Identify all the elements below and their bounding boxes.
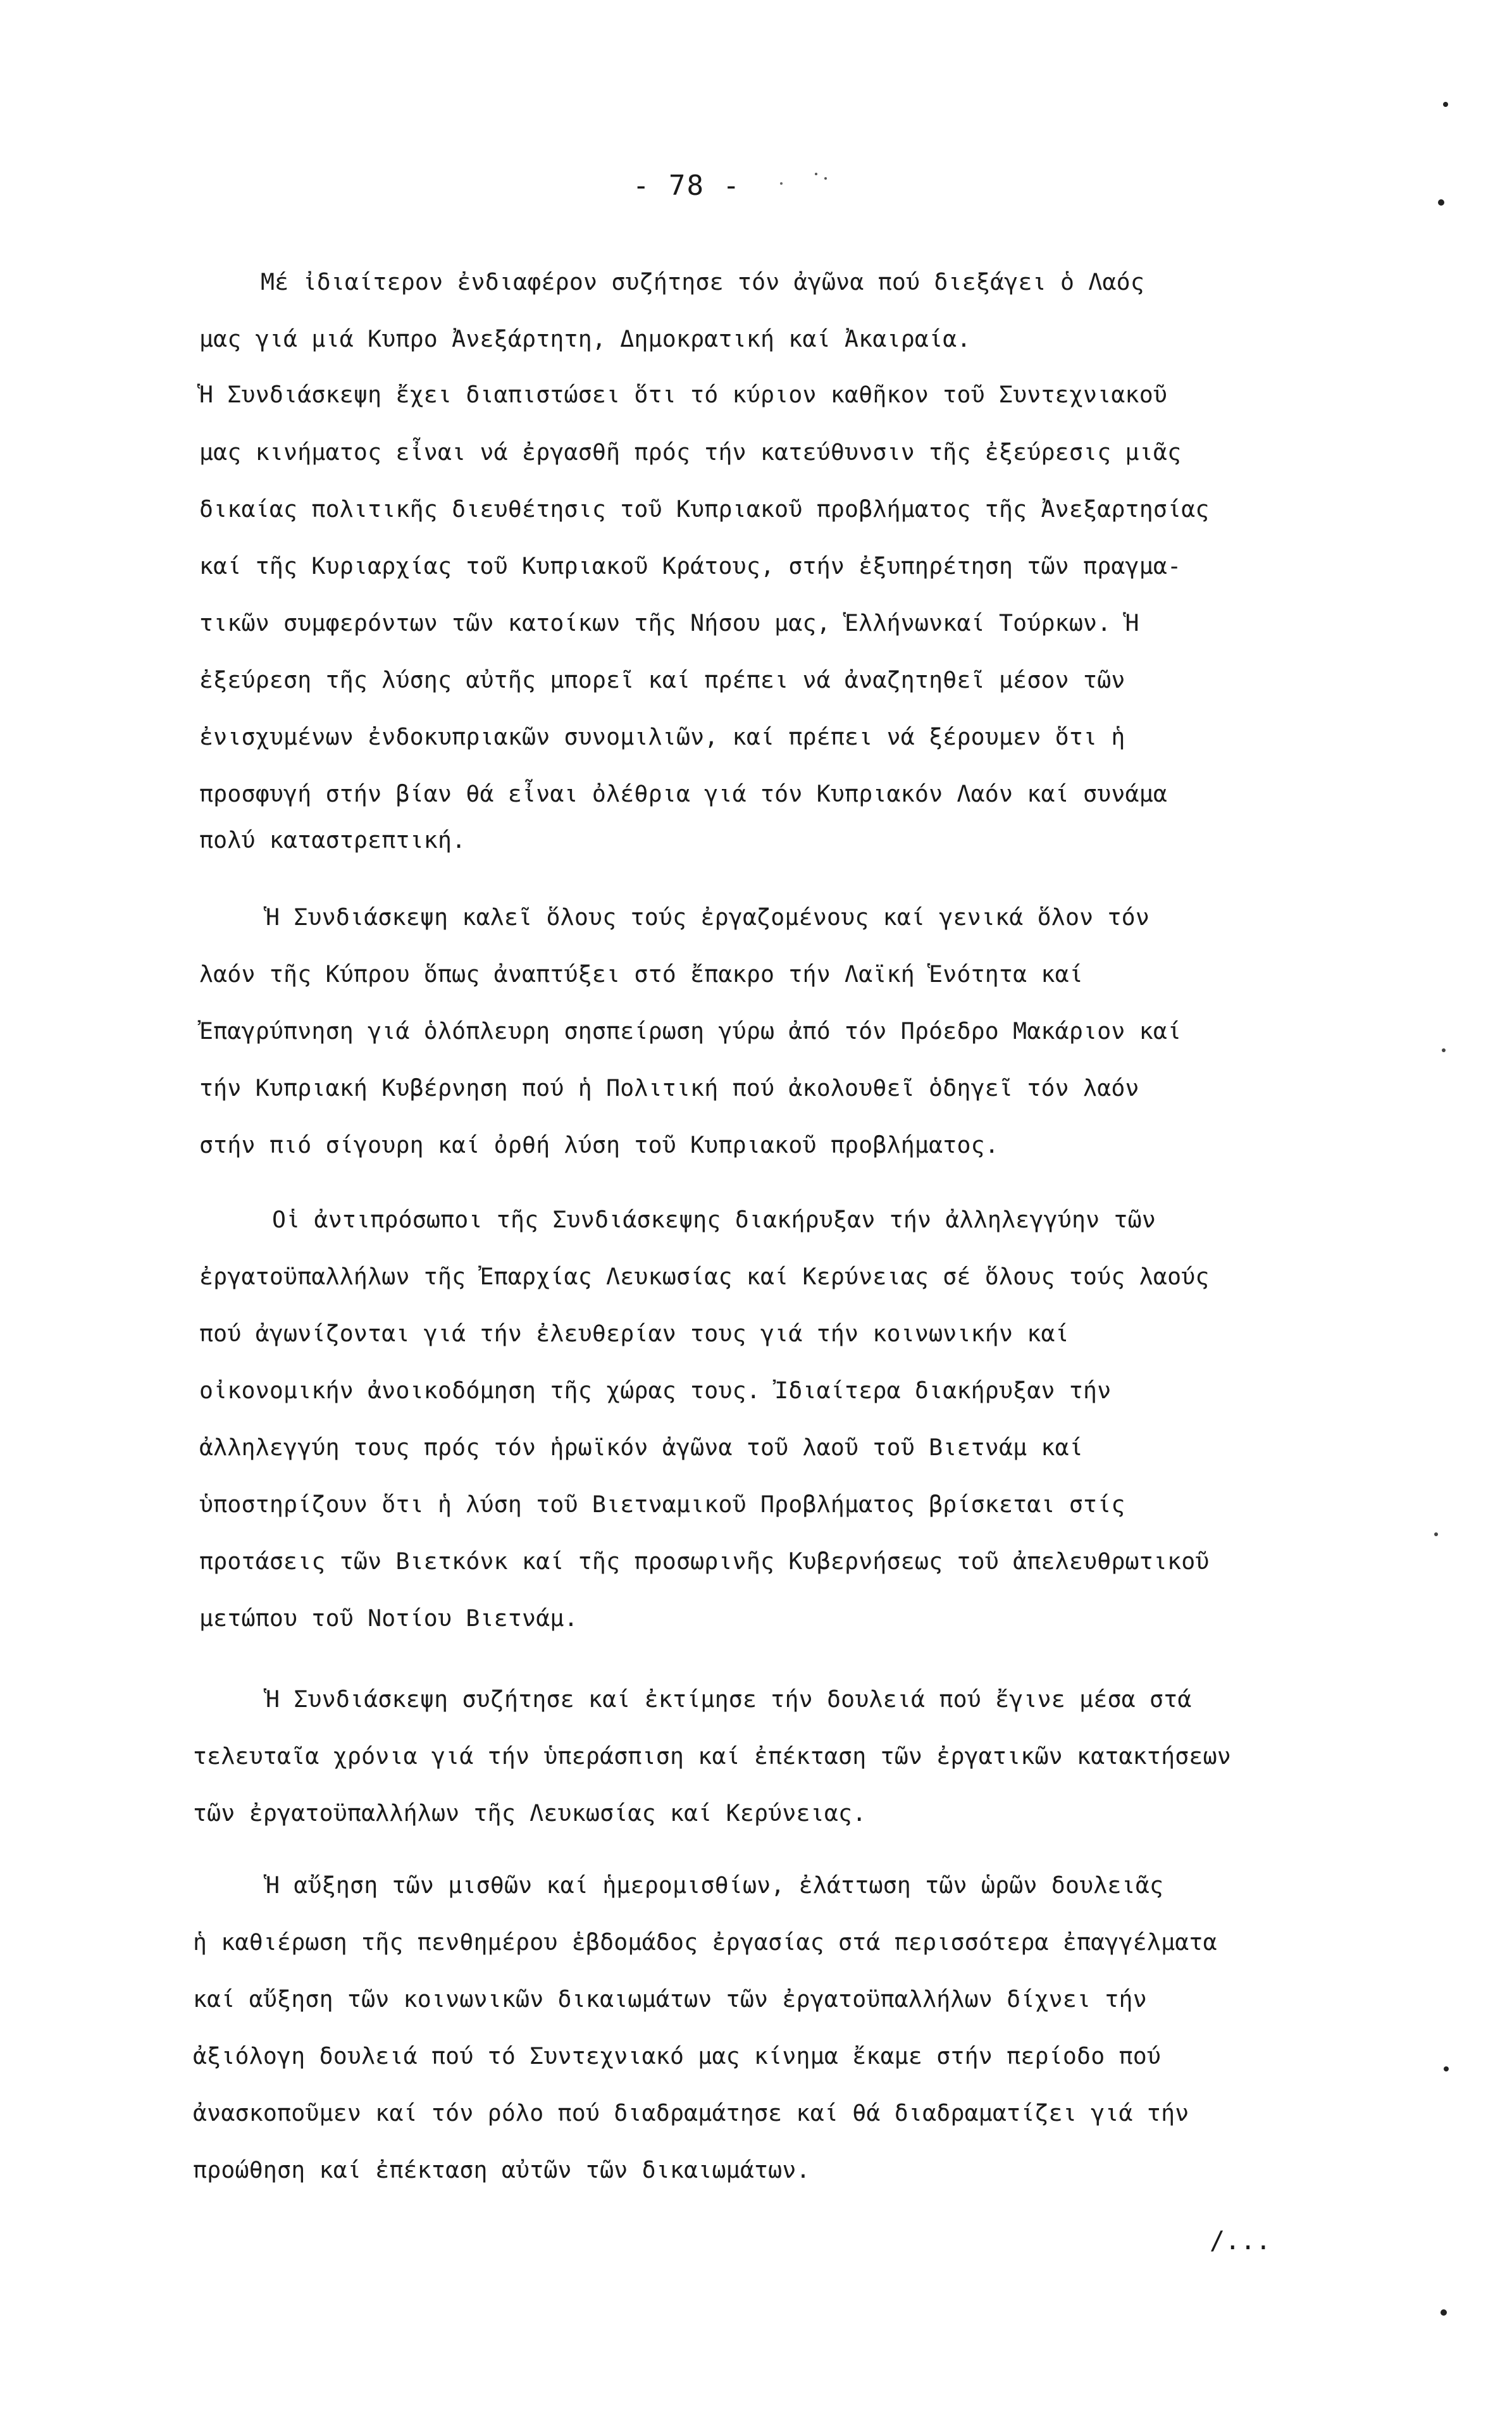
text-line: Ἐπαγρύπνηση γιά ὁλόπλευρη σησπείρωση γύρω ἀπό τόν Πρόεδρο Μακάριον καί [199,1017,1182,1045]
text-line: τικῶν συμφερόντων τῶν κατοίκων τῆς Νήσου μας, Ἑλλήνωνκαί Τούρκων. Ἡ [199,609,1139,636]
text-line: λαόν τῆς Κύπρου ὅπως ἀναπτύξει στό ἔπακρο τήν Λαϊκή Ἑνότητα καί [199,960,1084,988]
text-line: Ἡ αὔξηση τῶν μισθῶν καί ἡμερομισθίων, ἐλάττωση τῶν ὡρῶν δουλειᾶς [266,1872,1164,1899]
text-line: πού ἀγωνίζονται γιά τήν ἐλευθερίαν τους γιά τήν κοινωνικήν καί [199,1320,1069,1347]
text-line: καί τῆς Κυριαρχίας τοῦ Κυπριακοῦ Κράτους, στήν ἐξυπηρέτηση τῶν πραγμα- [199,552,1182,580]
text-line: Ἡ Συνδιάσκεψη ἔχει διαπιστώσει ὅτι τό κύριον καθῆκον τοῦ Συντεχνιακοῦ [199,381,1168,408]
text-line: πολύ καταστρεπτική. [199,826,466,854]
text-line: τῶν ἐργατοϋπαλλήλων τῆς Λευκωσίας καί Κερύνειας. [193,1799,867,1827]
text-line: ἀλληλεγγύη τους πρός τόν ἡρωϊκόν ἀγῶνα τοῦ λαοῦ τοῦ Βιετνάμ καί [199,1434,1084,1461]
text-line: τήν Κυπριακή Κυβέρνηση πού ἡ Πολιτική πού ἀκολουθεῖ ὁδηγεῖ τόν λαόν [199,1074,1139,1102]
text-line: Ἡ Συνδιάσκεψη καλεῖ ὅλους τούς ἐργαζομένους καί γενικά ὅλον τόν [266,903,1150,931]
text-line: δικαίας πολιτικῆς διευθέτησις τοῦ Κυπριακοῦ προβλήματος τῆς Ἀνεξαρτησίας [199,495,1210,523]
text-line: προσφυγή στήν βίαν θά εἶναι ὀλέθρια γιά τόν Κυπριακόν Λαόν καί συνάμα [199,780,1168,807]
text-line: μας γιά μιά Κυπρο Ἀνεξάρτητη, Δημοκρατική καί Ἀκαιραία. [199,325,971,352]
text-line: προώθηση καί ἐπέκταση αὐτῶν τῶν δικαιωμάτων. [193,2156,810,2183]
text-line: Ἡ Συνδιάσκεψη συζήτησε καί ἐκτίμησε τήν δουλειά πού ἔγινε μέσα στά [266,1686,1192,1713]
text-line: τελευταῖα χρόνια γιά τήν ὑπεράσπιση καί ἐπέκταση τῶν ἐργατικῶν κατακτήσεων [193,1742,1231,1770]
text-line: Οἱ ἀντιπρόσωποι τῆς Συνδιάσκεψης διακήρυξαν τήν ἀλληλεγγύην τῶν [272,1206,1156,1233]
continuation-mark: /... [1210,2226,1272,2256]
page-number: - 78 - [633,170,741,202]
text-line: προτάσεις τῶν Βιετκόνκ καί τῆς προσωρινῆς Κυβερνήσεως τοῦ ἀπελευθρωτικοῦ [199,1548,1210,1575]
text-line: στήν πιό σίγουρη καί ὀρθή λύση τοῦ Κυπριακοῦ προβλήματος. [199,1131,999,1158]
text-line: ἀνασκοποῦμεν καί τόν ρόλο πού διαδραμάτησε καί θά διαδραματίζει γιά τήν [193,2099,1189,2126]
text-line: ἀξιόλογη δουλειά πού τό Συντεχνιακό μας κίνημα ἔκαμε στήν περίοδο πού [193,2042,1162,2070]
text-line: οἰκονομικήν ἀνοικοδόμηση τῆς χώρας τους. Ἰδιαίτερα διακήρυξαν τήν [199,1377,1112,1404]
text-line: ἐξεύρεση τῆς λύσης αὐτῆς μπορεῖ καί πρέπει νά ἀναζητηθεῖ μέσον τῶν [199,666,1125,693]
text-line: ἐργατοϋπαλλήλων τῆς Ἐπαρχίας Λευκωσίας καί Κερύνειας σέ ὅλους τούς λαούς [199,1263,1210,1290]
text-line: ἡ καθιέρωση τῆς πενθημέρου ἑβδομάδος ἐργασίας στά περισσότερα ἐπαγγέλματα [193,1928,1217,1956]
text-line: ὑποστηρίζουν ὅτι ἡ λύση τοῦ Βιετναμικοῦ Προβλήματος βρίσκεται στίς [199,1491,1125,1518]
text-line: Μέ ἰδιαίτερον ἐνδιαφέρον συζήτησε τόν ἀγῶνα πού διεξάγει ὁ Λαός [261,268,1145,295]
text-line: μετώπου τοῦ Νοτίου Βιετνάμ. [199,1605,578,1632]
text-line: μας κινήματος εἶναι νά ἐργασθῆ πρός τήν κατεύθυνσιν τῆς ἐξεύρεσις μιᾶς [199,438,1182,466]
text-line: ἐνισχυμένων ἐνδοκυπριακῶν συνομιλιῶν, καί πρέπει νά ξέρουμεν ὅτι ἡ [199,723,1125,750]
text-line: καί αὔξηση τῶν κοινωνικῶν δικαιωμάτων τῶν ἐργατοϋπαλλήλων δίχνει τήν [193,1985,1147,2013]
